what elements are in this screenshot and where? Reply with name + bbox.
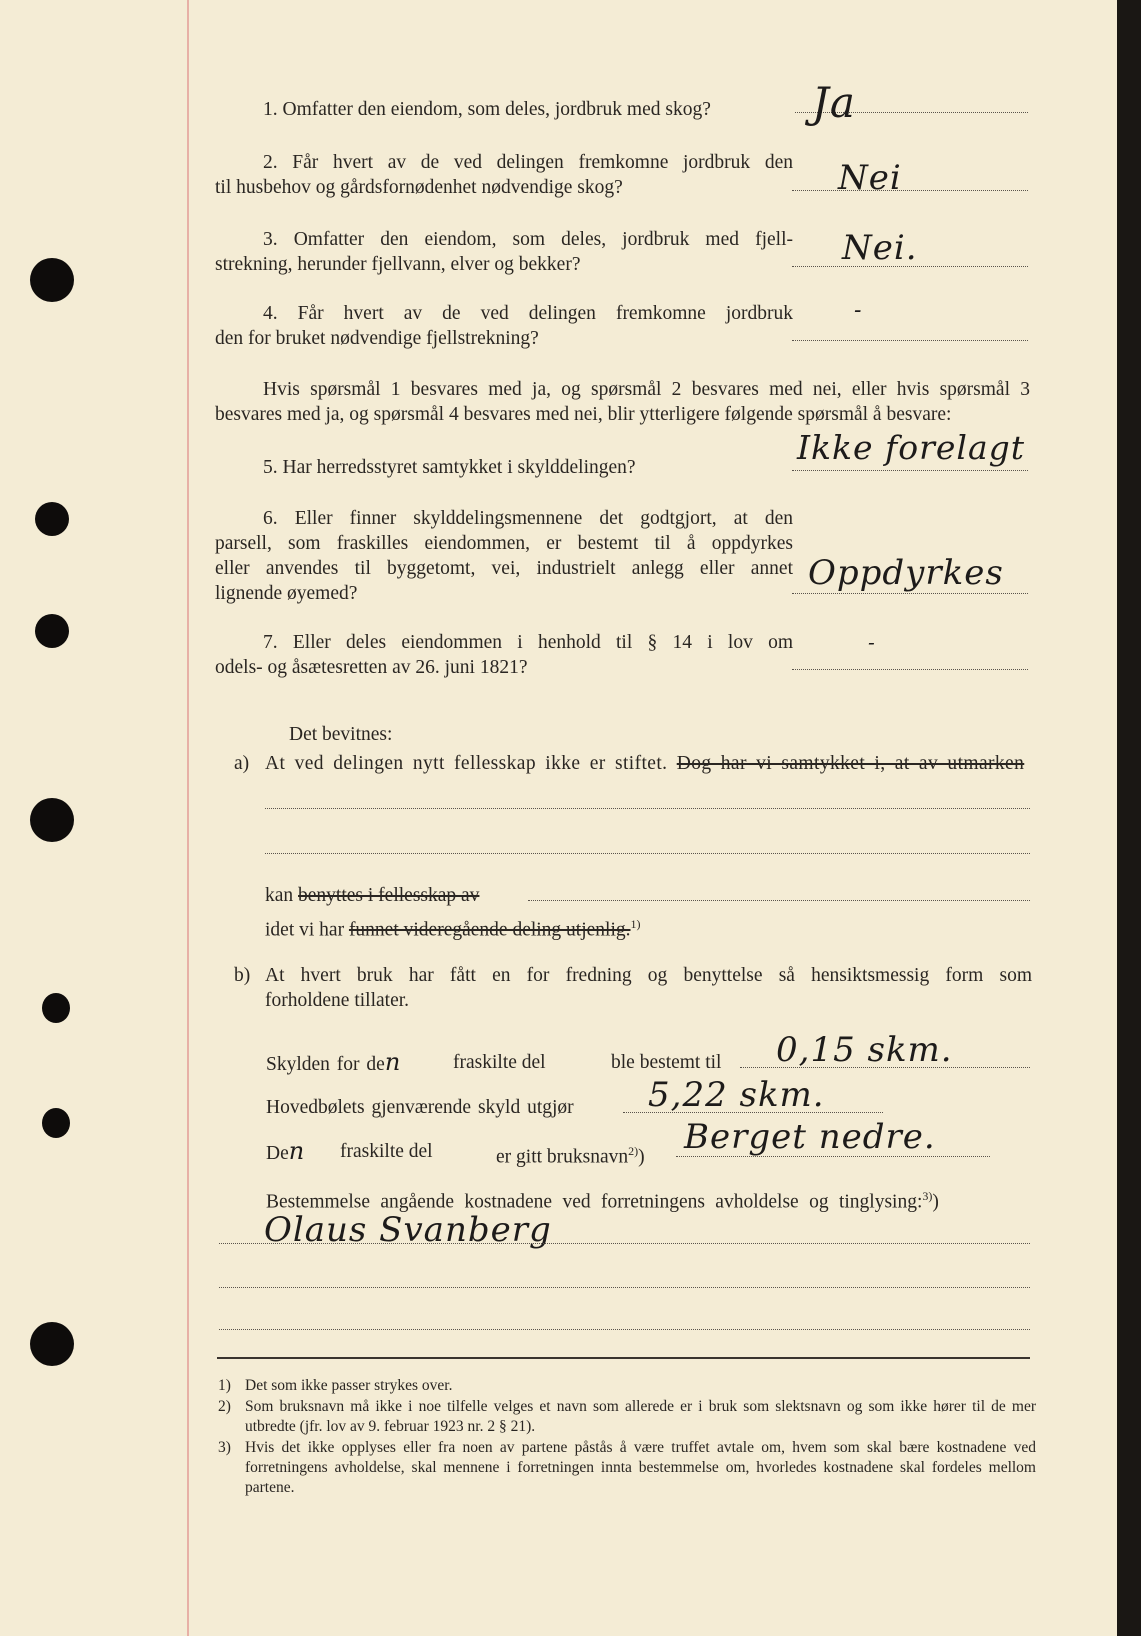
attest-a-label: a) bbox=[234, 753, 250, 774]
answer-6: Oppdyrkes bbox=[808, 553, 1004, 593]
footnote-rule bbox=[217, 1357, 1030, 1359]
skyld-line1-label: Skylden for den bbox=[266, 1048, 402, 1076]
skyld-line1-post: ble bestemt til bbox=[611, 1052, 722, 1073]
skyld-line2-label: Hovedbølets gjenværende skyld utgjør bbox=[266, 1097, 574, 1118]
punch-hole bbox=[42, 1108, 70, 1138]
blank-line bbox=[219, 1287, 1030, 1288]
question-2: 2. Får hvert av de ved delingen fremkomne jordbruk den til husbehov og gårdsfornødenhet nødvendige skog? bbox=[215, 152, 793, 198]
attest-title: Det bevitnes: bbox=[289, 724, 393, 745]
attest-a-line4: idet vi har funnet videregående deling utjenlig.$^{1)}$ bbox=[265, 917, 641, 941]
answer-line bbox=[792, 669, 1028, 670]
punch-hole bbox=[35, 502, 69, 536]
attest-a-line3: kan benyttes i fellesskap av bbox=[265, 885, 480, 906]
skyld-line3-post: er gitt bruksnavn$^{2)}$) bbox=[496, 1144, 645, 1168]
condition-text: Hvis spørsmål 1 besvares med ja, og spørsmål 2 besvares med nei, eller hvis spørsmål 3 besvares med ja, og spørsmål 4 besvares med nei, blir ytterligere følgende spørsmål å besvare: bbox=[215, 379, 1030, 425]
skyld-line4-label: Bestemmelse angående kostnadene ved forretningens avholdelse og tinglysing:$^{3)}$) bbox=[266, 1189, 939, 1213]
answer-1: Ja bbox=[812, 78, 856, 127]
attest-b-label: b) bbox=[234, 965, 251, 986]
skyld-line3-label: Den bbox=[266, 1137, 306, 1165]
skyld-answer-4: Olaus Svanberg bbox=[264, 1210, 552, 1250]
answer-line bbox=[792, 190, 1028, 191]
punch-hole bbox=[30, 798, 74, 842]
punch-hole bbox=[30, 258, 74, 302]
answer-2: Nei bbox=[838, 158, 902, 198]
question-5: 5. Har herredsstyret samtykket i skylddelingen? bbox=[263, 457, 636, 478]
answer-3: Nei. bbox=[842, 228, 918, 268]
punch-hole bbox=[35, 614, 69, 648]
skyld-line3-mid: fraskilte del bbox=[340, 1141, 433, 1162]
question-6: 6. Eller finner skylddelingsmennene det godtgjort, at den parsell, som fraskilles eiendommen, er bestemt til å oppdyrkes eller anvendes til byggetomt, vei, industrielt anlegg eller annet lignende øyemed? bbox=[215, 508, 793, 604]
answer-line bbox=[792, 593, 1028, 594]
skyld-answer-3: Berget nedre. bbox=[684, 1117, 936, 1157]
blank-line bbox=[219, 1329, 1030, 1330]
blank-line bbox=[528, 900, 1030, 901]
footnote-1: 1) Det som ikke passer strykes over. bbox=[218, 1377, 453, 1394]
blank-line bbox=[265, 808, 1030, 809]
blank-line bbox=[265, 853, 1030, 854]
question-4: 4. Får hvert av de ved delingen fremkomne jordbruk den for bruket nødvendige fjellstrekning? bbox=[215, 303, 794, 349]
punch-hole bbox=[42, 993, 70, 1023]
answer-4: - bbox=[854, 298, 863, 323]
attest-a-line1: At ved delingen nytt fellesskap ikke er stiftet. Dog har vi samtykket i, at av utmarken bbox=[265, 753, 1025, 774]
answer-line bbox=[792, 470, 1028, 471]
footnote-2: 2) Som bruksnavn må ikke i noe tilfelle velges et navn som allerede er i bruk som slektsnavn og som ikke hører til de mer utbredte (jfr. lov av 9. februar 1923 nr. 2 § 21). bbox=[218, 1398, 1036, 1435]
answer-7: - bbox=[868, 630, 876, 654]
attest-b-text: At hvert bruk har fått en for fredning og benyttelse så hensiktsmessig form som forholdene tillater. bbox=[265, 965, 1032, 1011]
answer-5: Ikke forelagt bbox=[797, 428, 1026, 467]
question-3: 3. Omfatter den eiendom, som deles, jordbruk med fjell- strekning, herunder fjellvann, elver og bekker? bbox=[215, 229, 793, 275]
skyld-answer-1: 0,15 skm. bbox=[776, 1030, 953, 1070]
footnote-3: 3) Hvis det ikke opplyses eller fra noen av partene påstås å være truffet avtale om, hvem som skal bære kostnadene ved forretningens avholdelse, skal mennene i forretningen innta bestemmelse om, hvorledes kostnadene skal fordeles mellom partene. bbox=[218, 1439, 1036, 1496]
skyld-answer-2: 5,22 skm. bbox=[648, 1075, 825, 1115]
question-1: 1. Omfatter den eiendom, som deles, jordbruk med skog? bbox=[263, 99, 711, 120]
margin-line bbox=[187, 0, 189, 1636]
punch-hole bbox=[30, 1322, 74, 1366]
blank-line bbox=[219, 1243, 1030, 1244]
answer-line bbox=[792, 340, 1028, 341]
skyld-line1-mid: fraskilte del bbox=[453, 1052, 546, 1073]
question-7: 7. Eller deles eiendommen i henhold til § 14 i lov om odels- og åsætesretten av 26. juni 1821? bbox=[215, 632, 793, 678]
